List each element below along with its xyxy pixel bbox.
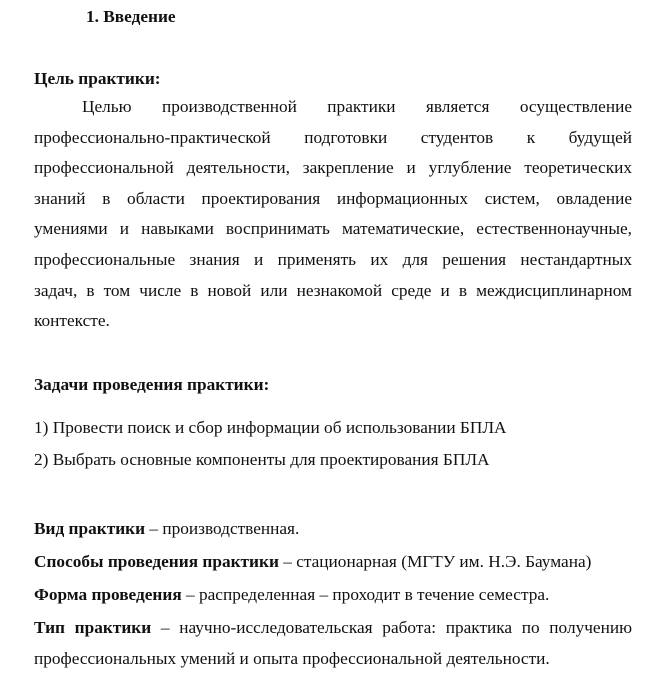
definition-value: – распределенная – проходит в течение семестра. (181, 585, 550, 604)
definition-value: – стационарная (МГТУ им. Н.Э. Баумана) (278, 552, 592, 571)
definition-term: Тип практики (34, 618, 152, 637)
goal-line: профессиональные знания и применять их для решения нестандартных (34, 249, 632, 269)
goal-line: профессионально-практической подготовки студентов к будущей (34, 127, 632, 147)
goal-title: Цель практики: (34, 69, 161, 88)
definition-line (34, 613, 632, 644)
definition-practice-kind (34, 514, 632, 545)
tasks-title: Задачи проведения практики: (34, 375, 270, 394)
definition-line: профессиональных умений и опыта профессиональной деятельности. (34, 648, 550, 668)
goal-line: умениями и навыками воспринимать математические, естественнонаучные, (34, 219, 632, 239)
definition-practice-methods (34, 547, 632, 578)
task-item: 1) Провести поиск и сбор информации об использовании БПЛА (34, 418, 507, 437)
goal-paragraph (34, 92, 632, 337)
definition-value: – производственная. (145, 519, 300, 538)
definition-term: Форма проведения (34, 585, 182, 604)
goal-line: Целью производственной практики является осуществление (82, 97, 632, 116)
task-item: 2) Выбрать основные компоненты для проектирования БПЛА (34, 450, 490, 469)
goal-line: профессиональной деятельности, закрепление и углубление теоретических (34, 158, 632, 178)
definition-term: Вид практики (34, 519, 146, 538)
section-heading: 1. Введение (86, 7, 176, 26)
goal-line: задач, в том числе в новой или незнакомой среде и в междисциплинарном (34, 280, 632, 300)
definition-term: Способы проведения практики (34, 552, 279, 571)
definition-value: – научно-исследовательская работа: практика по получению (151, 618, 632, 637)
definition-practice-form (34, 580, 632, 611)
goal-line: контексте. (34, 311, 110, 331)
definition-practice-type (34, 613, 632, 674)
goal-line: знаний в области проектирования информационных систем, овладение (34, 188, 632, 208)
